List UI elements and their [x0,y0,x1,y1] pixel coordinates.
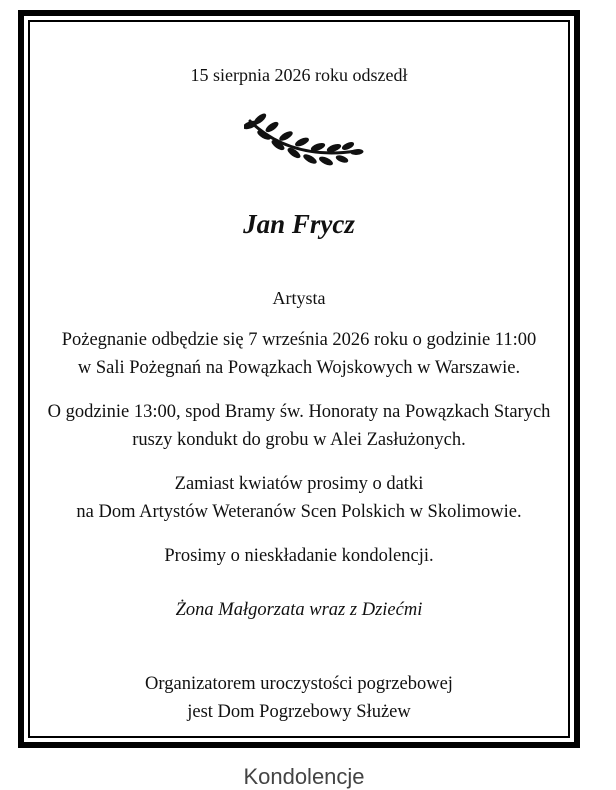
deceased-name: Jan Frycz [243,209,355,239]
obituary-content [30,22,568,736]
obituary-inner-border [28,20,570,738]
laurel-branch-icon [244,111,364,167]
organizer-text-line: jest Dom Pogrzebowy Służew [187,702,411,722]
procession-text-line: ruszy kondukt do grobu w Alei Zasłużonych. [132,430,466,450]
death-announcement: 15 sierpnia 2026 roku odszedł [190,65,408,85]
condolences-request: Prosimy o nieskładanie kondolencji. [164,546,434,566]
condolences-section-heading: Kondolencje [243,764,365,789]
family-signature: Żona Małgorzata wraz z Dziećmi [175,600,423,620]
donation-text-line: na Dom Artystów Weteranów Scen Polskich w Skolimowie. [76,502,522,522]
deceased-role: Artysta [272,288,326,308]
ceremony-text-line: Pożegnanie odbędzie się 7 września 2026 roku o godzinie 11:00 [61,330,537,350]
ceremony-text-line: w Sali Pożegnań na Powązkach Wojskowych w Warszawie. [77,358,521,378]
procession-text-line: O godzinie 13:00, spod Bramy św. Honoraty na Powązkach Starych [47,402,551,422]
organizer-text-line: Organizatorem uroczystości pogrzebowej [145,674,453,694]
donation-text-line: Zamiast kwiatów prosimy o datki [174,474,424,494]
